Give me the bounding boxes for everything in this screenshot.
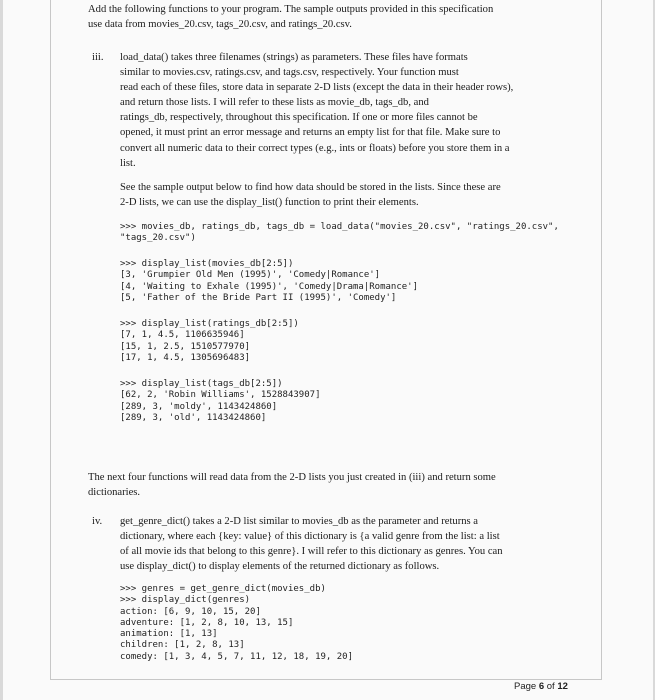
code-line: animation: [1, 13] [120, 629, 218, 640]
code-line: [4, 'Waiting to Exhale (1995)', 'Comedy|Drama|Romance'] [120, 281, 419, 292]
item-marker-iv: iv. [92, 516, 103, 527]
code-line: [17, 1, 4.5, 1305696483] [120, 352, 251, 363]
item-iii-paragraph [120, 50, 573, 171]
code-block-ratings [120, 319, 299, 364]
code-line: [289, 3, 'moldy', 1143424860] [120, 401, 278, 412]
text-line: use display_dict() to display elements of the returned dictionary as follows. [120, 561, 440, 573]
code-block-genres [120, 584, 353, 663]
code-line: [62, 2, 'Robin Williams', 1528843907] [120, 390, 321, 401]
text-line: 2-D lists, we can use the display_list() function to print their elements. [120, 197, 419, 209]
text-line: get_genre_dict() takes a 2-D list similar to movies_db as the parameter and returns a [120, 516, 479, 527]
item-marker-iii: iii. [92, 52, 104, 63]
code-line: >>> display_list(movies_db[2:5]) [120, 259, 294, 269]
text-line: and return those lists. I will refer to these lists as movie_db, tags_db, and [120, 97, 429, 109]
code-line: [289, 3, 'old', 1143424860] [120, 412, 267, 423]
text-line: read each of these files, store data in separate 2-D lists (except the data in their header rows), [120, 82, 514, 94]
page-border-right [601, 0, 602, 680]
text-line: ratings_db, respectively, throughout this specification. If one or more files cannot be [120, 112, 478, 124]
code-line: >>> movies_db, ratings_db, tags_db = load_data("movies_20.csv", "ratings_20.csv", [120, 222, 559, 232]
page-of-label: of [546, 681, 555, 692]
text-line: load_data() takes three filenames (strings) as parameters. These files have formats [120, 52, 468, 63]
code-line: >>> display_list(ratings_db[2:5]) [120, 319, 299, 329]
sample-output-intro [120, 180, 573, 210]
text-line: of all movie ids that belong to this genre}. I will refer to this dictionary as genres. You can [120, 546, 503, 558]
code-line: "tags_20.csv") [120, 233, 196, 244]
code-line: comedy: [1, 3, 4, 5, 7, 11, 12, 18, 19, 20] [120, 651, 353, 662]
code-block-movies [120, 259, 418, 304]
code-line: adventure: [1, 2, 8, 10, 13, 15] [120, 617, 294, 628]
code-line: [3, 'Grumpier Old Men (1995)', 'Comedy|Romance'] [120, 270, 381, 281]
text-line: opened, it must print an error message and returns an empty list for that file. Make sure to [120, 127, 501, 139]
text-line: dictionary, where each {key: value} of this dictionary is {a valid genre from the list: a list [120, 531, 500, 543]
document-page [3, 0, 653, 700]
page-border-bottom [50, 679, 602, 680]
code-line: [5, 'Father of the Bride Part II (1995)', 'Comedy'] [120, 292, 397, 303]
page-number [514, 681, 568, 692]
text-line: convert all numeric data to their correct types (e.g., ints or floats) before you store them in a [120, 142, 510, 154]
text-line: similar to movies.csv, ratings.csv, and tags.csv, respectively. Your function must [120, 67, 459, 79]
current-page: 6 [538, 681, 545, 692]
code-line: [15, 1, 2.5, 1510577970] [120, 341, 251, 352]
code-line: >>> display_list(tags_db[2:5]) [120, 379, 283, 389]
total-pages: 12 [557, 681, 568, 692]
next-functions-paragraph [88, 470, 573, 500]
code-line: action: [6, 9, 10, 15, 20] [120, 606, 261, 617]
text-line: See the sample output below to find how data should be stored in the lists. Since these are [120, 182, 501, 193]
code-line: >>> genres = get_genre_dict(movies_db) [120, 584, 326, 594]
text-line: list. [120, 157, 136, 169]
text-line: The next four functions will read data from the 2-D lists you just created in (iii) and return some [88, 472, 496, 483]
code-line: >>> display_dict(genres) [120, 595, 251, 606]
intro-paragraph [88, 2, 573, 32]
page-border-left [50, 0, 51, 680]
item-iv-paragraph [120, 514, 573, 574]
code-block-load-data [120, 222, 559, 245]
text-line: dictionaries. [88, 487, 141, 499]
code-line: [7, 1, 4.5, 1106635946] [120, 330, 245, 341]
text-line: Add the following functions to your program. The sample outputs provided in this specification [88, 4, 494, 15]
code-line: children: [1, 2, 8, 13] [120, 640, 245, 651]
code-block-tags [120, 379, 320, 424]
text-line: use data from movies_20.csv, tags_20.csv, and ratings_20.csv. [88, 19, 352, 31]
page-label: Page [514, 681, 537, 692]
